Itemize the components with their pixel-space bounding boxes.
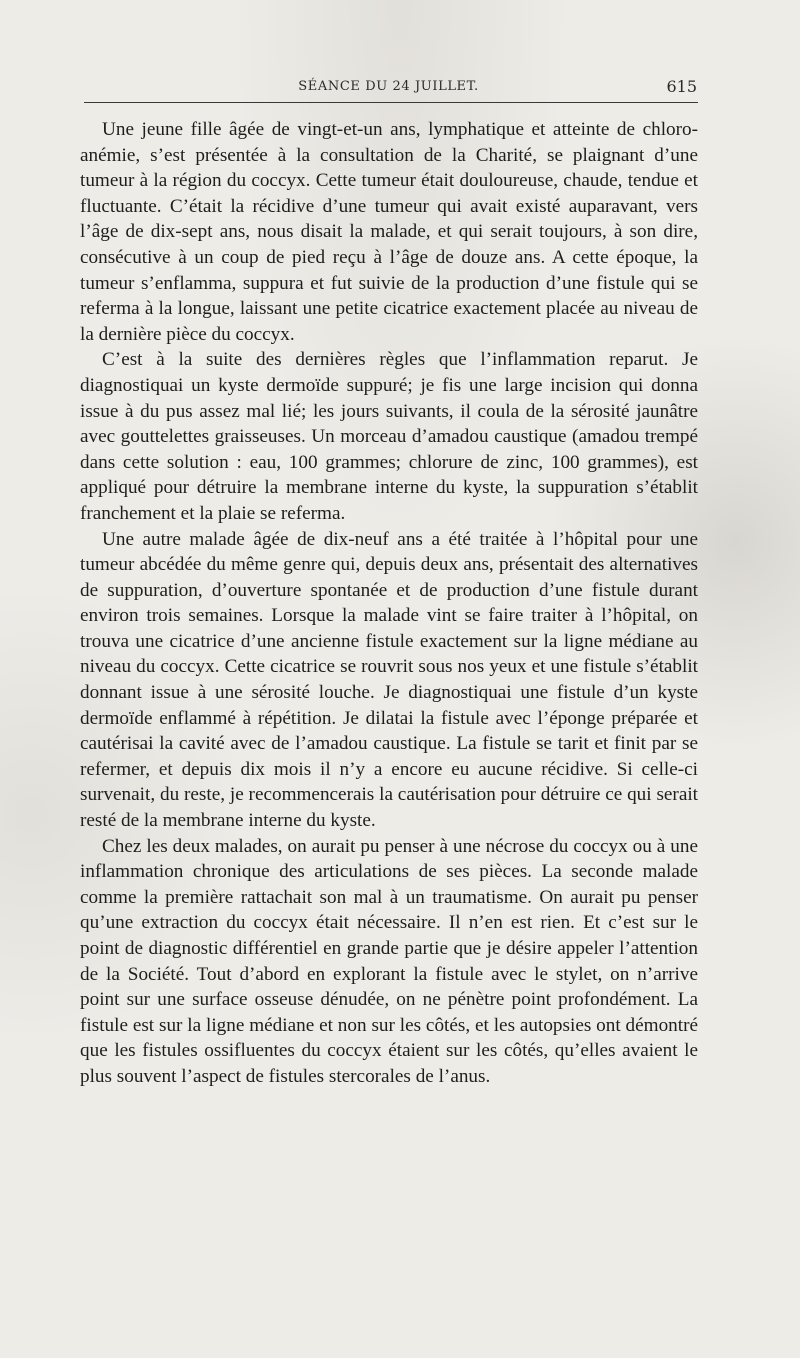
paragraph-3: Une autre malade âgée de dix-neuf ans a été traitée à l’hôpital pour une tumeur abcédée du même genre qui, depuis deux ans, présentait des alternatives de suppuration, d’ouverture spontanée et de production d’une fistule durant environ trois semaines. Lorsque la malade vint se faire traiter à l’hôpital, on trouva une cicatrice d’une ancienne fistule exactement sur la ligne médiane au niveau du coccyx. Cette cicatrice se rouvrit sous nos yeux et une fistule s’établit donnant issue à une sérosité louche. Je diagnostiquai une fistule d’un kyste dermoïde enflammé à répétition. Je dilatai la fistule avec l’éponge préparée et cautérisai la cavité avec de l’amadou caustique. La fistule se tarit et finit par se refermer, et depuis dix mois il n’y a encore eu aucune récidive. Si celle-ci survenait, du reste, je recommencerais la cautérisation pour détruire ce qui serait resté de la membrane interne du kyste. <box>80 528 698 832</box>
paragraph-2: C’est à la suite des dernières règles que l’inflammation reparut. Je diagnostiquai un kyste dermoïde suppuré; je fis une large incision qui donna issue à du pus assez mal lié; les jours suivants, il coula de la sérosité jaunâtre avec gouttelettes graisseuses. Un morceau d’amadou caustique (amadou trempé dans cette solution : eau, 100 grammes; chlorure de zinc, 100 grammes), est appliqué pour détruire la membrane interne du kyste, la suppuration s’établit franchement et la plaie se referma. <box>80 349 698 524</box>
header-rule <box>84 102 698 103</box>
page-header <box>80 75 697 99</box>
body-text <box>80 117 698 1090</box>
page-number: 615 <box>666 77 697 96</box>
paragraph-1: Une jeune fille âgée de vingt-et-un ans, lymphatique et atteinte de chloro-anémie, s’est présentée à la consultation de la Charité, se plaignant d’une tumeur à la région du coccyx. Cette tumeur était douloureuse, chaude, tendue et fluctuante. C’était la récidive d’une tumeur qui avait existé auparavant, vers l’âge de dix-sept ans, nous disait la malade, et qui serait toujours, à son dire, consécutive à un coup de pied reçu à l’âge de douze ans. A cette époque, la tumeur s’enflamma, suppura et fut suivie de la production d’une fistule qui se referma à la longue, laissant une petite cicatrice exactement placée au niveau de la dernière pièce du coccyx. <box>80 119 698 345</box>
paragraph-4: Chez les deux malades, on aurait pu penser à une nécrose du coccyx ou à une inflammation chronique des articulations de ses pièces. La seconde malade comme la première rattachait son mal à un traumatisme. On aurait pu penser qu’une extraction du coccyx était nécessaire. Il n’en est rien. Et c’est sur le point de diagnostic différentiel en grande partie que je désire appeler l’attention de la Société. Tout d’abord en explorant la fistule avec le stylet, on n’arrive point sur une surface osseuse dénudée, on ne pénètre point profondément. La fistule est sur la ligne médiane et non sur les côtés, et les autopsies ont démontré que les fistules ossifluentes du coccyx étaient sur les côtés, qu’elles avaient le plus souvent l’aspect de fistules stercorales de l’anus. <box>80 835 698 1087</box>
running-head: SÉANCE DU 24 JUILLET. <box>298 79 479 94</box>
